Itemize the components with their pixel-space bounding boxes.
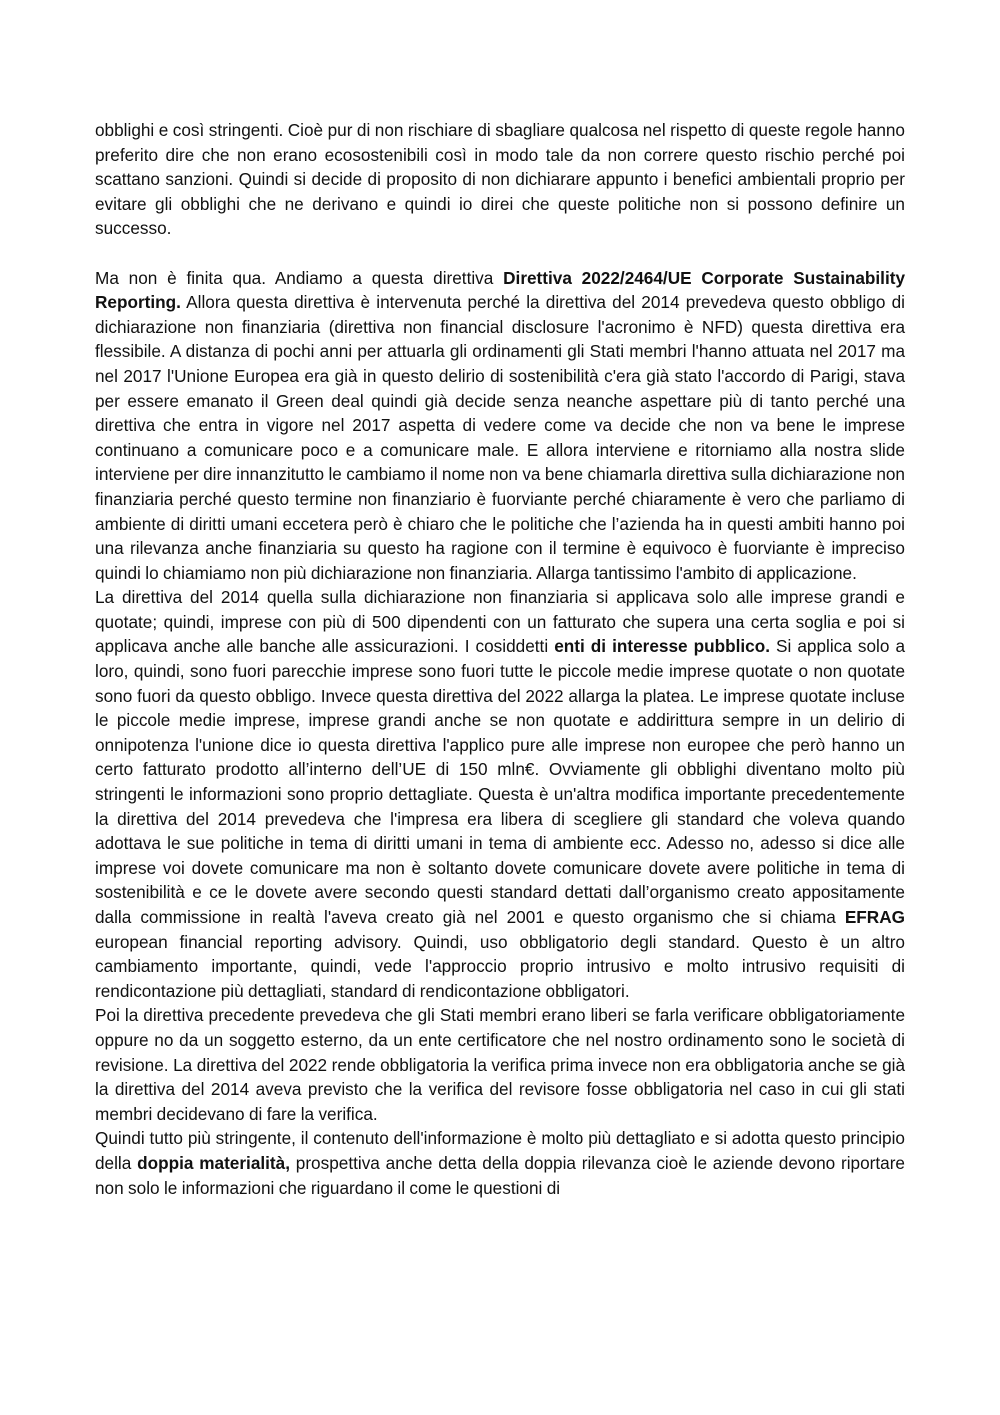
paragraph-5-text-b: prospettiva anche detta della doppia rilevanza cioè le aziende devono riportare non solo le informazioni che riguardano il come le questioni di bbox=[95, 1152, 905, 1198]
paragraph-2-text-a: Ma non è finita qua. Andiamo a questa direttiva bbox=[95, 267, 504, 288]
paragraph-2-text-b: Allora questa direttiva è intervenuta perché la direttiva del 2014 prevedeva questo obbligo di dichiarazione non finanziaria (direttiva non financial disclosure l'acronimo è NFD) questa direttiva era flessibile. A distanza di pochi anni per attuarla gli ordinamenti gli Stati membri l'hanno attuata nel 2017 ma nel 2017 l'Unione Europea era già in questo delirio di sostenibilità c'era già stato l'accordo di Parigi, stava per essere emanato il Green deal quindi già decide senza neanche aspettare più di tanto perché una direttiva che entra in vigore nel 2017 aspetta di vedere come va decide che non va bene le imprese continuano a comunicare poco e a comunicare male. E allora interviene e ritorniamo alla nostra slide interviene per dire innanzitutto le cambiamo il nome non va bene chiamarla direttiva sulla dichiarazione non finanziaria perché questo termine non finanziario è fuorviante perché chiaramente è vero che parliamo di ambiente di diritti umani eccetera però è chiaro che le politiche che l’azienda ha in questi ambiti hanno poi una rilevanza anche finanziaria su questo ha ragione con il termine è equivoco è fuorviante è impreciso quindi lo chiamiamo non più dichiarazione non finanziaria. Allarga tantissimo l'ambito di applicazione. bbox=[95, 292, 905, 583]
paragraph-2 bbox=[95, 266, 905, 586]
paragraph-1 bbox=[95, 118, 905, 241]
enti-interesse-pubblico-bold: enti di interesse pubblico. bbox=[554, 636, 770, 657]
efrag-bold: EFRAG bbox=[844, 907, 905, 927]
paragraph-3-text-a: La direttiva del 2014 quella sulla dichiarazione non finanziaria si applicava solo alle imprese grandi e quotate; quindi, imprese con più di 500 dipendenti con un fatturato che supera una certa soglia e poi si applicava anche alle banche alle assicurazioni. I cosiddetti bbox=[95, 587, 905, 657]
paragraph-5 bbox=[95, 1126, 905, 1200]
paragraph-3-text-c: european financial reporting advisory. Quindi, uso obbligatorio degli standard. Questo è un altro cambiamento importante, quindi, vede l'approccio proprio intrusivo e molto intrusivo requisiti di rendicontazione più dettagliati, standard di rendicontazione obbligatori. bbox=[95, 931, 905, 1001]
doppia-materialita-bold: doppia materialità, bbox=[137, 1152, 290, 1173]
paragraph-spacer bbox=[95, 241, 905, 266]
paragraph-1-text: obblighi e così stringenti. Cioè pur di non rischiare di sbagliare qualcosa nel rispetto di queste regole hanno preferito dire che non erano ecosostenibili così in modo tale da non correre questo rischio perché poi scattano sanzioni. Quindi si decide di proposito di non dichiarare appunto i benefici ambientali proprio per evitare gli obblighi che ne derivano e quindi io direi che queste politiche non si possono definire un successo. bbox=[95, 120, 905, 239]
paragraph-4 bbox=[95, 1003, 905, 1126]
paragraph-3-text-b: Si applica solo a loro, quindi, sono fuori parecchie imprese sono fuori tutte le piccole medie imprese quotate o non quotate sono fuori da questo obbligo. Invece questa direttiva del 2022 allarga la platea. Le imprese quotate incluse le piccole medie imprese, imprese grandi anche se non quotate e addirittura sempre in un delirio di onnipotenza l'unione dice io questa direttiva l'applico pure alle imprese non europee che però hanno un certo fatturato prodotto all’interno dell’UE di 150 mln€. Ovviamente gli obblighi diventano molto più stringenti le informazioni sono proprio dettagliate. Questa è un'altra modifica importante precedentemente la direttiva del 2014 prevedeva che l'impresa era libera di scegliere gli standard che voleva quando adottava le sue politiche in tema di diritti umani in tema di ambiente ecc. Adesso no, adesso si dice alle imprese voi dovete comunicare ma non è soltanto dovete comunicare dovete avere politiche in tema di sostenibilità e ce le dovete avere secondo questi standard dettati dall’organismo creato appositamente dalla commissione in realtà l'aveva creato già nel 2001 e questo organismo che si chiama bbox=[95, 636, 905, 927]
paragraph-4-text: Poi la direttiva precedente prevedeva che gli Stati membri erano liberi se farla verificare obbligatoriamente oppure no da un soggetto esterno, da un ente certificatore che nel nostro ordinamento sono le società di revisione. La direttiva del 2022 rende obbligatoria la verifica prima invece non era obbligatoria anche se già la direttiva del 2014 aveva previsto che la verifica del revisore fosse obbligatoria nel caso in cui gli stati membri decidevano di fare la verifica. bbox=[95, 1005, 905, 1124]
paragraph-3 bbox=[95, 585, 905, 1003]
paragraph-5-text-a: Quindi tutto più stringente, il contenuto dell'informazione è molto più dettagliato e si adotta questo principio della bbox=[95, 1128, 905, 1173]
directive-title-bold: Direttiva 2022/2464/UE Corporate Sustainability Reporting. bbox=[95, 267, 906, 313]
